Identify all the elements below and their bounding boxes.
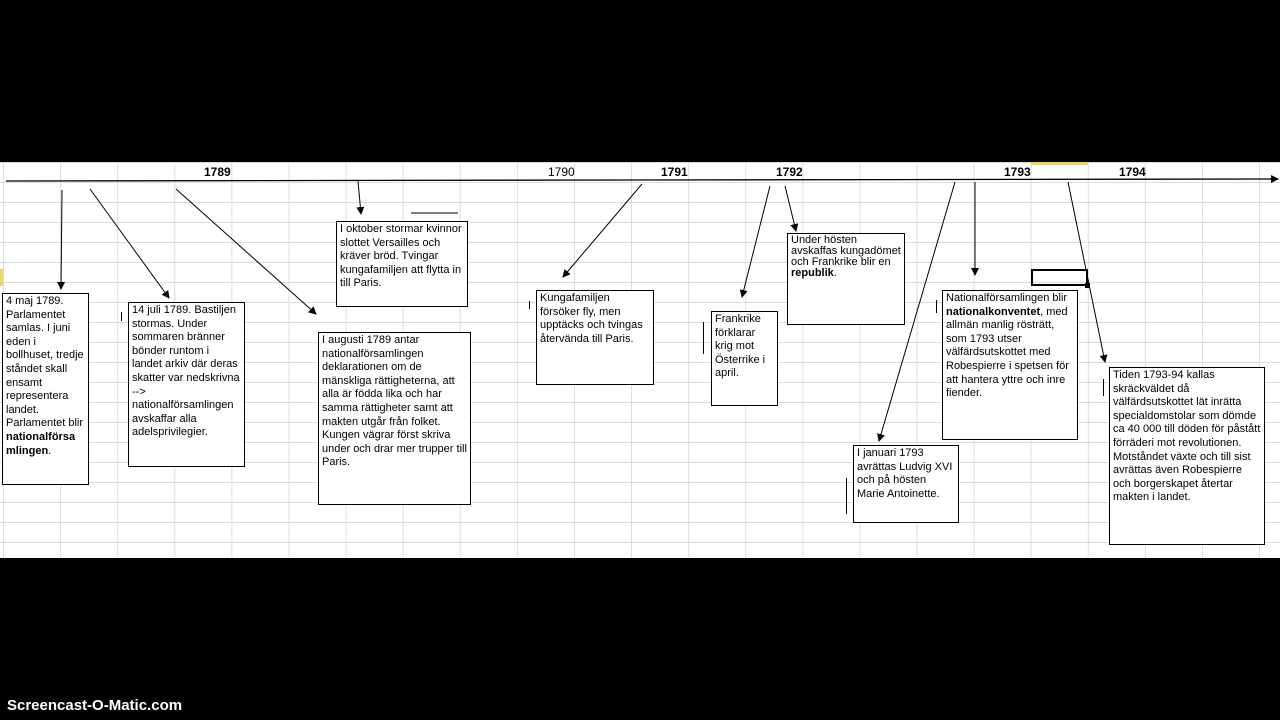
watermark-text: Screencast-O-Matic.com (7, 697, 183, 714)
arrow-to-box-4-maj (61, 190, 62, 289)
textbox-text: Frankrike förklarar krig mot Österrike i april. (715, 313, 766, 380)
text-cursor-mark (1103, 379, 1104, 396)
arrow-to-box-kungafamiljen (563, 184, 642, 277)
textbox-text: I oktober stormar kvinnor slottet Versailles och kräver bröd. Tvingar kungafamiljen att flytta in till Paris. (340, 223, 462, 290)
fill-handle[interactable] (1085, 283, 1090, 288)
textbox-oktober[interactable] (336, 221, 468, 307)
year-label-1793: 1793 (1004, 165, 1031, 179)
textbox-text: Nationalförsamlingen blir (946, 292, 1068, 304)
year-label-1790: 1790 (548, 165, 575, 179)
textbox-4-maj-1789[interactable] (2, 293, 89, 485)
year-label-1792: 1792 (776, 165, 803, 179)
textbox-text: Kungafamiljen försöker fly, men upptäcks och tvingas återvända till Paris. (540, 292, 643, 345)
textbox-14-juli-1789[interactable] (128, 302, 245, 467)
textbox-krig-mot-osterrike[interactable] (711, 311, 778, 406)
arrow-to-box-republik (785, 186, 796, 231)
text-cursor-mark (936, 300, 937, 313)
textbox-nationalkonventet[interactable] (942, 290, 1078, 440)
text-cursor-mark (846, 478, 847, 514)
year-label-1791: 1791 (661, 165, 688, 179)
arrow-to-box-oktober (358, 181, 361, 214)
year-label-1789: 1789 (204, 165, 231, 179)
textbox-bold-text: republik (791, 267, 834, 279)
arrow-to-box-14-juli (90, 189, 169, 298)
textbox-kungafamiljen-flyr[interactable] (536, 290, 654, 385)
timeline-axis (6, 179, 1278, 181)
selected-cell[interactable] (1031, 269, 1088, 286)
textbox-bold-text: nationalkonventet (946, 305, 1041, 318)
text-cursor-mark (121, 312, 122, 321)
textbox-republik[interactable] (787, 233, 905, 325)
textbox-text: . (48, 444, 52, 457)
year-label-1794: 1794 (1119, 165, 1146, 179)
textbox-januari-1793[interactable] (853, 445, 959, 523)
textbox-text: . (833, 267, 837, 279)
textbox-text: 4 maj 1789. Parlamentet samlas. I juni eden i bollhuset, tredje ståndet skall ensamt representera landet. Parlamentet blir (6, 295, 84, 430)
spreadsheet-area[interactable] (0, 162, 1280, 558)
arrow-to-box-augusti (176, 189, 316, 314)
arrow-to-box-krig (742, 186, 770, 297)
textbox-text: , med allmän manlig rösträtt, som 1793 utser välfärdsutskottet med Robespierre i spetsen för att hantera yttre och inre fiender. (946, 305, 1069, 400)
textbox-text: I januari 1793 avrättas Ludvig XVI och på hösten Marie Antoinette. (857, 447, 953, 500)
text-cursor-mark (529, 301, 530, 309)
textbox-text: Tiden 1793-94 kallas skräckväldet då välfärdsutskottet lät inrätta specialdomstolar som dömde ca 40 000 till döden för påstått förräderi mot revolutionen. Motståndet växte och till sist avrättas även Robespierre och borgerskapet återtar makten i landet. (1113, 369, 1261, 504)
textbox-text: I augusti 1789 antar nationalförsamlingen deklarationen om de mänskliga rättigheterna, att alla är födda lika och har samma rättigheter samt att makten utgår från folket. Kungen vägrar först skriva under och drar mer trupper till Paris. (322, 334, 467, 469)
textbox-bold-text: nationalförsa mlingen (6, 430, 76, 457)
text-cursor-mark (703, 322, 704, 354)
textbox-skrackvaldet[interactable] (1109, 367, 1265, 545)
textbox-augusti-1789[interactable] (318, 332, 471, 505)
textbox-text: Under hösten avskaffas kungadömet och Frankrike blir en (791, 234, 901, 268)
textbox-text: 14 juli 1789. Bastiljen stormas. Under sommaren bränner bönder runtom i landet arkiv där deras skatter var nedskrivna --> nationalförsamlingen avskaffar alla adelsprivilegier. (132, 304, 240, 439)
